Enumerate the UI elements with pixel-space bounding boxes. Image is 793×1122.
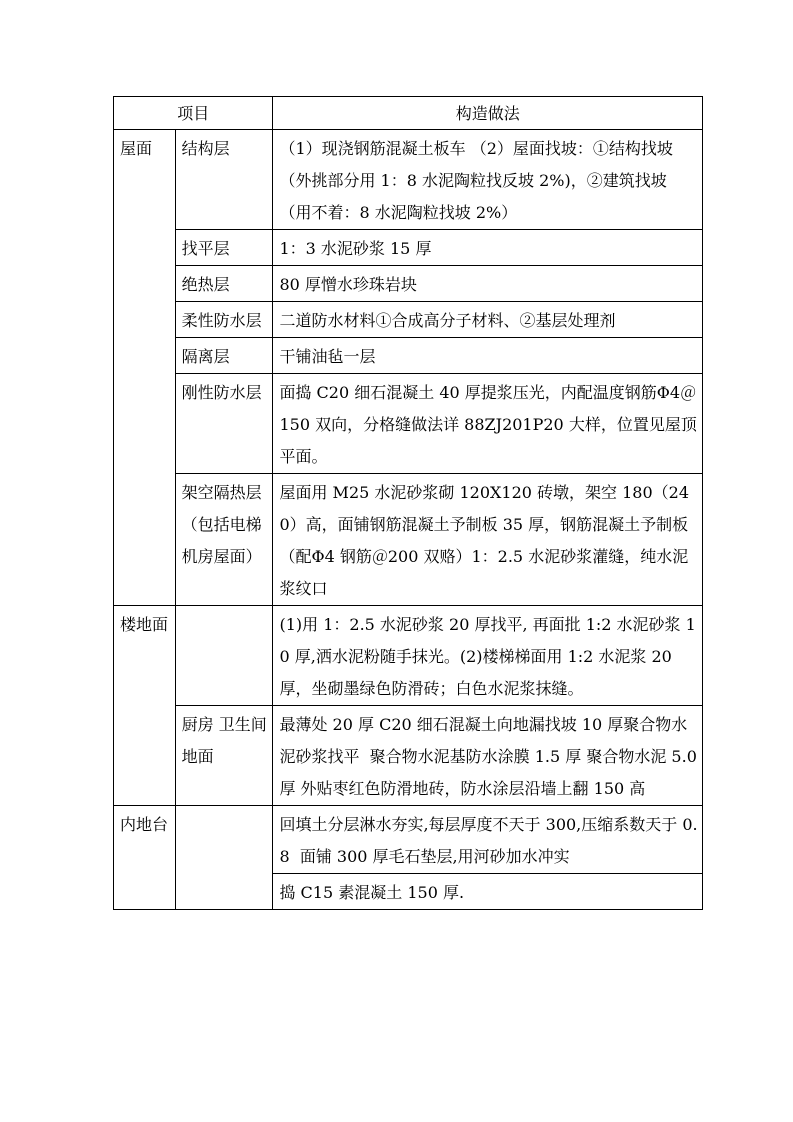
sub-item-cell: 绝热层 (175, 266, 273, 302)
method-cell: 最薄处 20 厚 C20 细石混凝土向地漏找坡 10 厚聚合物水泥砂浆找平 聚合物水泥基防水涂膜 1.5 厚 聚合物水泥 5.0 厚 外贴枣红色防滑地砖，防水涂层沿墙上翻 150 高 (273, 706, 703, 806)
header-row (114, 97, 703, 130)
sub-item-cell: 柔性防水层 (175, 302, 273, 338)
header-item: 项目 (114, 97, 273, 130)
table-row (114, 230, 703, 266)
table-row (114, 266, 703, 302)
sub-item-cell: 结构层 (175, 130, 273, 230)
sub-item-cell: 架空隔热层（包括电梯机房屋面） (175, 474, 273, 606)
table-row (114, 302, 703, 338)
method-cell: 捣 C15 素混凝土 150 厚. (273, 874, 703, 910)
sub-item-cell: 找平层 (175, 230, 273, 266)
method-cell: （1）现浇钢筋混凝土板车 （2）屋面找坡：①结构找坡（外挑部分用 1：8 水泥陶粒找反坡 2%)，②建筑找坡（用不着：8 水泥陶粒找坡 2%） (273, 130, 703, 230)
sub-item-cell: 刚性防水层 (175, 374, 273, 474)
table-row (114, 338, 703, 374)
sub-item-cell: 隔离层 (175, 338, 273, 374)
method-cell: 回填土分层淋水夯实,每层厚度不天于 300,压缩系数天于 0.8 面铺 300 厚毛石垫层,用河砂加水冲实 (273, 806, 703, 874)
sub-item-cell (175, 806, 273, 910)
method-cell: 屋面用 M25 水泥砂浆砌 120X120 砖墩，架空 180（240）高，面铺钢筋混凝土予制板 35 厚，钢筋混凝土予制板（配Φ4 钢筋＠200 双赂）1：2.5 水泥砂浆灌缝，纯水泥浆纹口 (273, 474, 703, 606)
header-method: 构造做法 (273, 97, 703, 130)
table-row (114, 606, 703, 706)
sub-item-cell (175, 606, 273, 706)
sub-item-cell: 厨房 卫生间地面 (175, 706, 273, 806)
construction-table (113, 96, 703, 910)
method-cell: 1：3 水泥砂浆 15 厚 (273, 230, 703, 266)
table-row (114, 374, 703, 474)
method-cell: 80 厚憎水珍珠岩块 (273, 266, 703, 302)
table-row (114, 706, 703, 806)
method-cell: 面捣 C20 细石混凝土 40 厚提浆压光，内配温度钢筋Φ4＠150 双向，分格缝做法详 88ZJ201P20 大样，位置见屋顶平面。 (273, 374, 703, 474)
table-row (114, 130, 703, 230)
method-cell: (1)用 1：2.5 水泥砂浆 20 厚找平, 再面批 1:2 水泥砂浆 10 厚,洒水泥粉随手抹光。(2)楼梯梯面用 1:2 水泥浆 20 厚，坐砌墨绿色防滑砖；白色水泥浆抹缝。 (273, 606, 703, 706)
method-cell: 干铺油毡一层 (273, 338, 703, 374)
method-cell: 二道防水材料①合成高分子材料、②基层处理剂 (273, 302, 703, 338)
table-row (114, 474, 703, 606)
category-cell: 楼地面 (114, 606, 176, 806)
category-cell: 内地台 (114, 806, 176, 910)
table-row (114, 806, 703, 874)
category-cell: 屋面 (114, 130, 176, 606)
